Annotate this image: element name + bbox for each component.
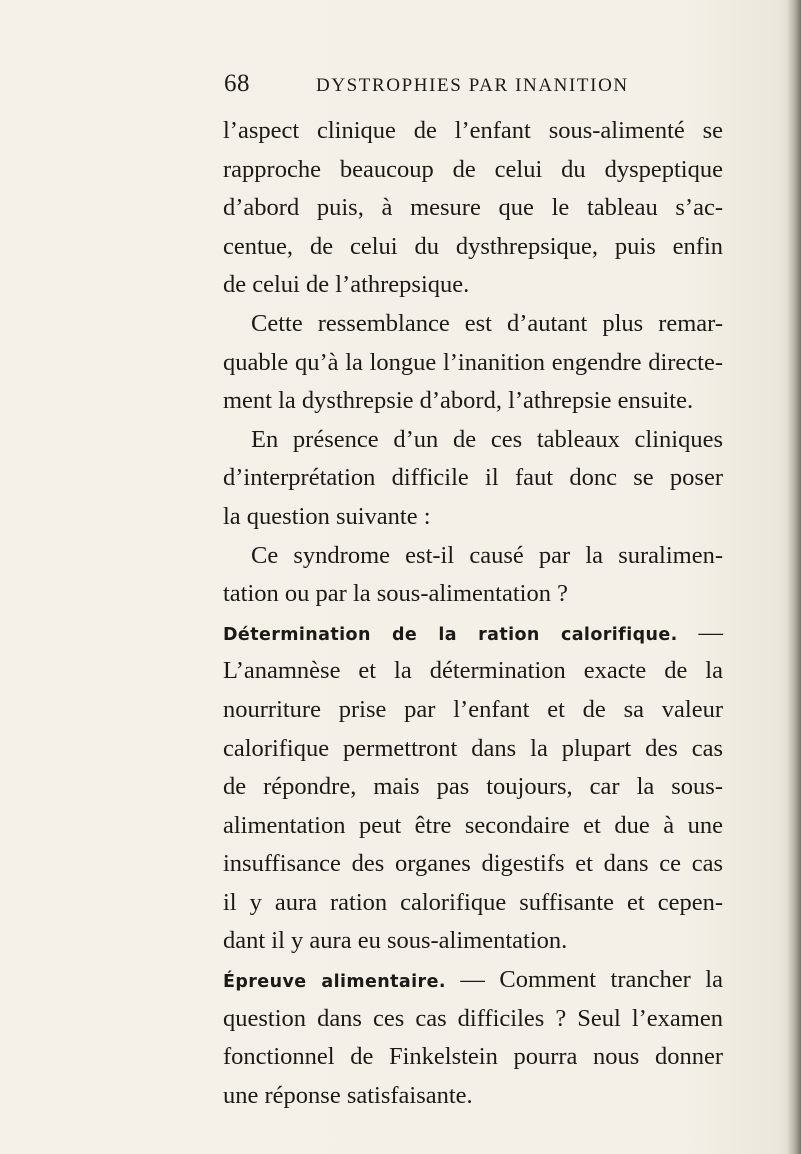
body-text: [223, 112, 723, 1115]
section-heading-dash: —: [677, 618, 723, 646]
page-edge-shadow: [787, 0, 801, 1154]
section-heading-line: [223, 961, 723, 1000]
text-line: L’anamnèse et la détermination exacte de la: [223, 657, 723, 685]
text-line: de répondre, mais pas toujours, car la sous-: [223, 773, 723, 801]
section-heading-text: — Comment trancher la: [445, 966, 723, 994]
text-line: une réponse satisfaisante.: [223, 1081, 473, 1109]
text-line: Cette ressemblance est d’autant plus remar-: [251, 309, 723, 337]
text-line: tation ou par la sous-alimentation ?: [223, 580, 568, 608]
text-line: de celui de l’athrepsique.: [223, 271, 470, 299]
text-line: insuffisance des organes digestifs et dans ce cas: [223, 850, 723, 878]
text-line: d’interprétation difficile il faut donc se poser: [223, 464, 723, 492]
text-line: d’abord puis, à mesure que le tableau s’ac-: [223, 194, 723, 222]
text-line: calorifique permettront dans la plupart des cas: [223, 734, 723, 762]
section-heading: Épreuve alimentaire.: [223, 972, 446, 993]
text-line: quable qu’à la longue l’inanition engendre directe-: [223, 348, 723, 376]
text-line: question dans ces cas difficiles ? Seul l’examen: [223, 1004, 723, 1032]
text-line: il y aura ration calorifique suffisante et cepen-: [223, 888, 723, 916]
text-line: la question suivante :: [223, 502, 431, 530]
text-line: En présence d’un de ces tableaux cliniques: [251, 425, 723, 453]
text-line: l’aspect clinique de l’enfant sous-alimenté se: [223, 117, 723, 144]
text-line: centue, de celui du dysthrepsique, puis enfin: [223, 232, 723, 260]
text-line: rapproche beaucoup de celui du dyspeptique: [223, 155, 723, 183]
text-line: Ce syndrome est-il causé par la suralimen-: [251, 541, 723, 569]
text-line: alimentation peut être secondaire et due à une: [223, 811, 723, 839]
page-header: [224, 70, 704, 110]
section-heading: Détermination de la ration calorifique.: [223, 624, 678, 645]
text-line: dant il y aura eu sous-alimentation.: [223, 927, 568, 955]
section-heading-line: [223, 614, 723, 653]
page-number: 68: [224, 70, 250, 97]
text-line: nourriture prise par l’enfant et de sa valeur: [223, 695, 723, 723]
text-line: fonctionnel de Finkelstein pourra nous donner: [223, 1043, 723, 1071]
running-title: DYSTROPHIES PAR INANITION: [316, 75, 629, 96]
text-line: ment la dysthrepsie d’abord, l’athrepsie ensuite.: [223, 387, 694, 415]
